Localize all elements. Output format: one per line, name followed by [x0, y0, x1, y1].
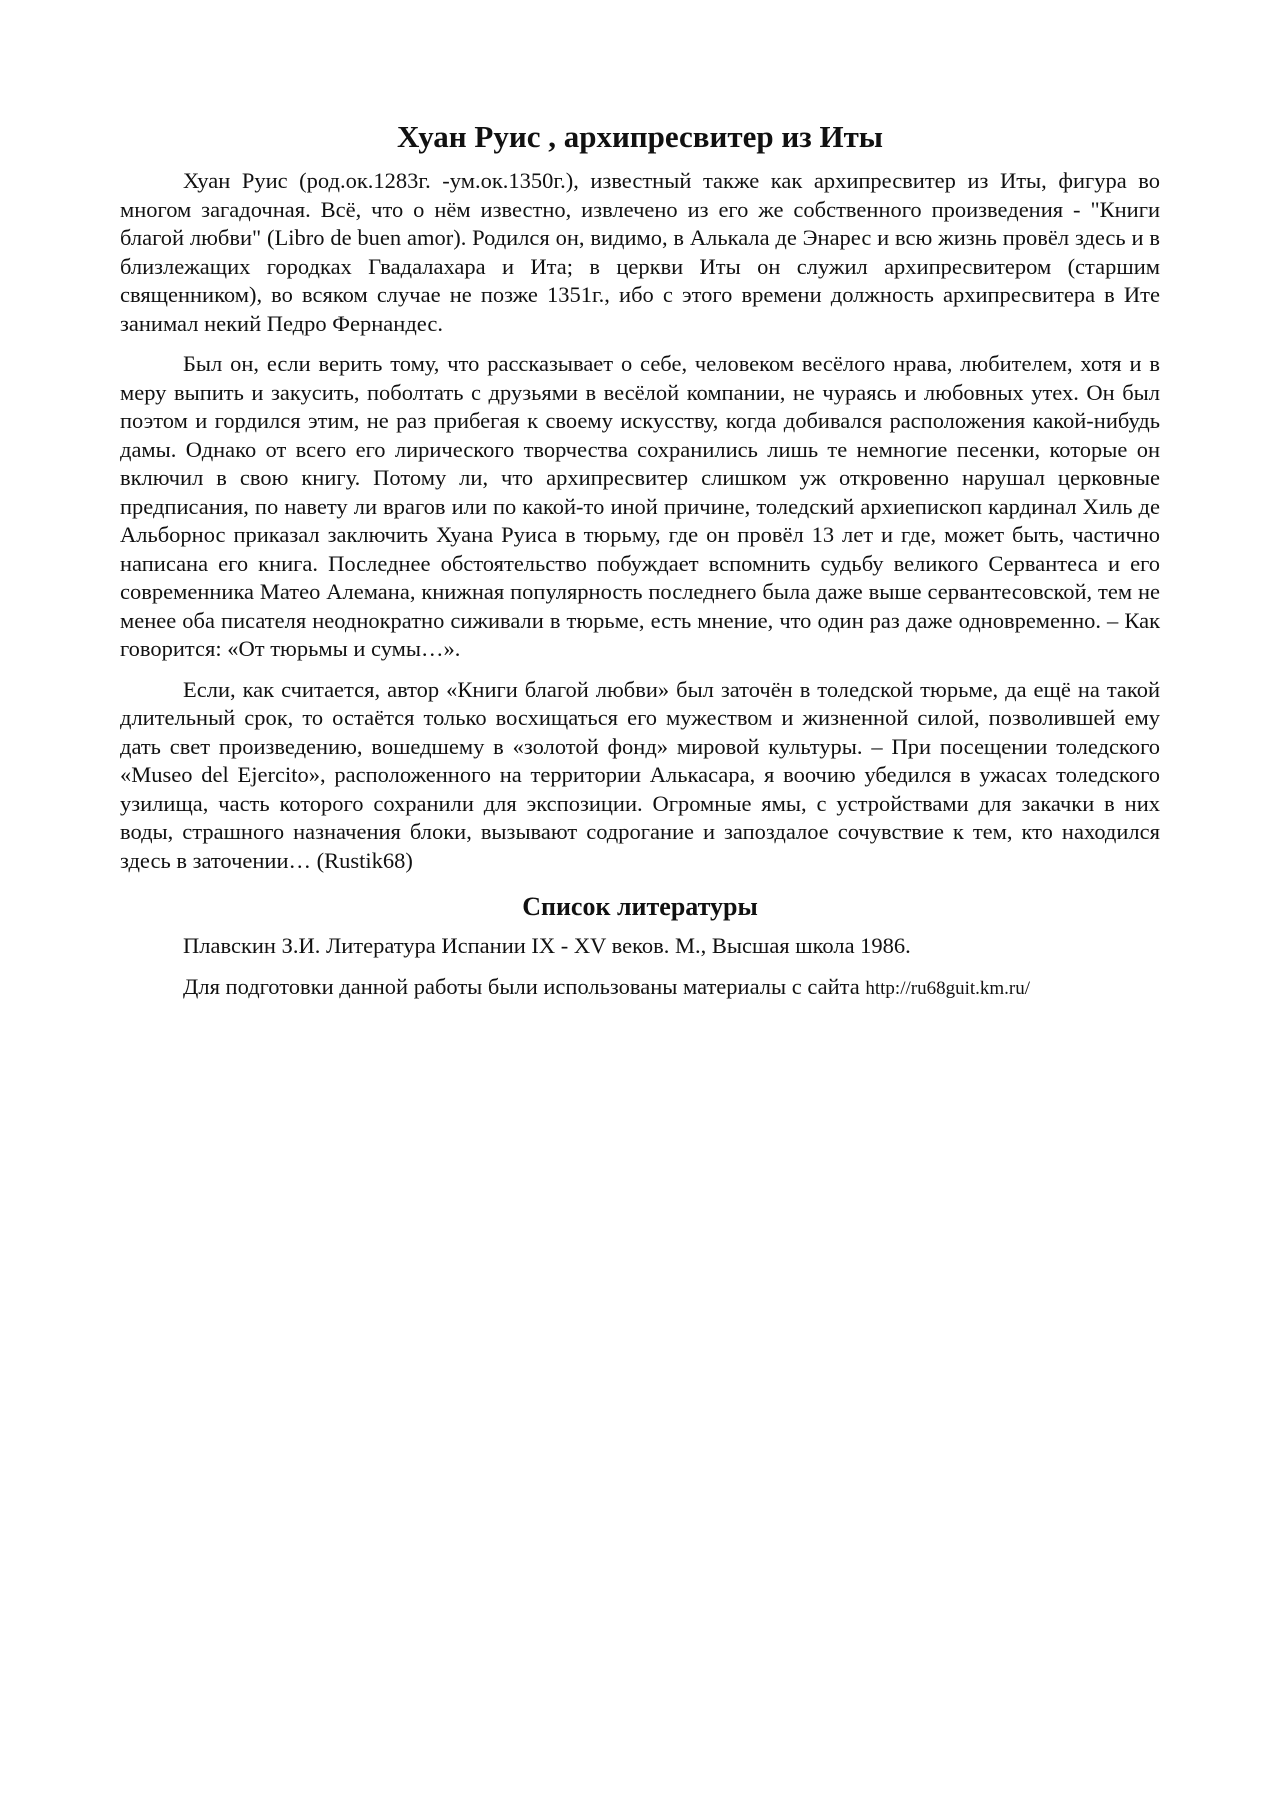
bibliography-heading: Список литературы [522, 892, 758, 922]
paragraph-prison: Если, как считается, автор «Книги благой любви» был заточён в толедской тюрьме, да ещё на такой длительный срок, то остаётся только восхищаться его мужеством и жизненной силой, позволившей ему дать свет произведению, вошедшему в «золотой фонд» мировой культуры. – При посещении толедского «Museo del Ejercito», расположенного на территории Алькасара, я воочию убедился в ужасах толедского узилища, часть которого сохранили для экспозиции. Огромные ямы, с устройствами для закачки в них воды, страшного назначения блоки, вызывают содрогание и запоздалое сочувствие к тем, кто находился здесь в заточении… (Rustik68) [120, 676, 1160, 873]
paragraph-intro: Хуан Руис (род.ок.1283г. -ум.ок.1350г.), известный также как архипресвитер из Иты, фигура во многом загадочная. Всё, что о нём известно, извлечено из его же собственного произведения - "Книги благой любви" (Libro de buen amor). Родился он, видимо, в Алькала де Энарес и всю жизнь провёл здесь и в близлежащих городках Гвадалахара и Ита; в церкви Иты он служил архипресвитером (старшим священником), во всяком случае не позже 1351г., ибо с этого времени должность архипресвитера в Ите занимал некий Педро Фернандес. [120, 168, 1160, 336]
source-note-text: Для подготовки данной работы были использованы материалы с сайта [183, 973, 866, 999]
document-page [120, 118, 1160, 1003]
paragraph-biography: Был он, если верить тому, что рассказывает о себе, человеком весёлого нрава, любителем, хотя и в меру выпить и закусить, поболтать с друзьями в весёлой компании, не чураясь и любовных утех. Он был поэтом и гордился этим, не раз прибегая к своему искусству, когда добивался расположения какой-нибудь дамы. Однако от всего его лирического творчества сохранились лишь те немногие песенки, которые он включил в свою книгу. Потому ли, что архипресвитер слишком уж откровенно нарушал церковные предписания, по навету ли врагов или по какой-то иной причине, толедский архиепископ кардинал Хиль де Альборнос приказал заключить Хуана Руиса в тюрьму, где он провёл 13 лет и где, может быть, частично написана его книга. Последнее обстоятельство побуждает вспомнить судьбу великого Сервантеса и его современника Матео Алемана, книжная популярность последнего была даже выше сервантесовской, тем не менее оба писателя неоднократно сиживали в тюрьме, есть мнение, что один раз даже одновременно. – Как говорится: «От тюрьмы и сумы…». [120, 351, 1160, 662]
page-title: Хуан Руис , архипресвитер из Иты [396, 119, 883, 154]
source-url-link[interactable]: http://ru68guit.km.ru/ [865, 977, 1031, 999]
bibliography-entry: Плавскин З.И. Литература Испании IX - XV веков. М., Высшая школа 1986. [183, 933, 911, 959]
source-note [120, 973, 1160, 1004]
